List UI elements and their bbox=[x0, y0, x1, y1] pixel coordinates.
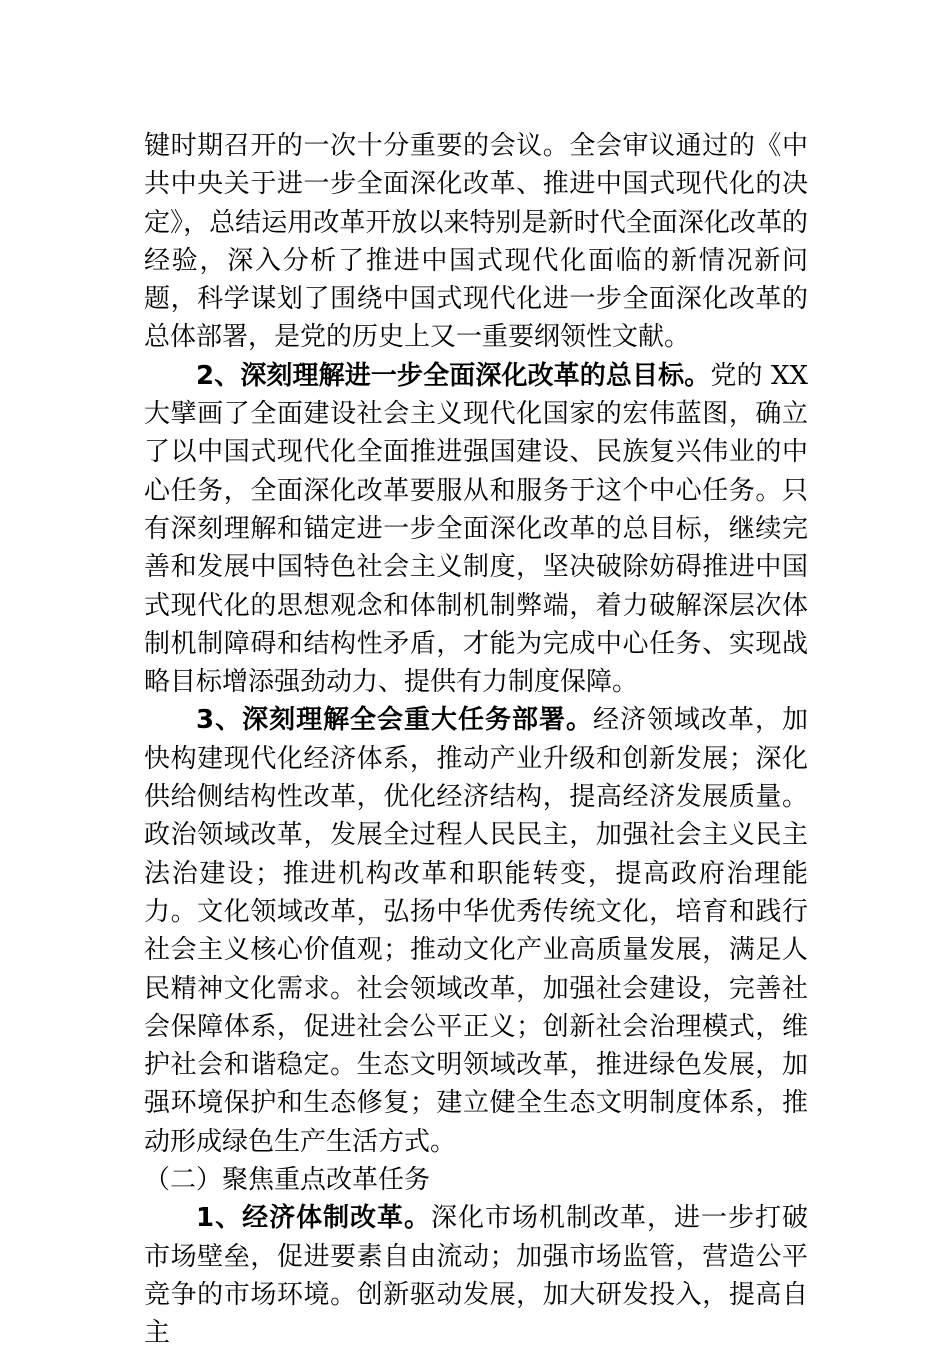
paragraph-heading: 2、深刻理解进一步全面深化改革的总目标。 bbox=[196, 360, 711, 391]
paragraph-text: 键时期召开的一次十分重要的会议。全会审议通过的《中共中央关于进一步全面深化改革、推进中国式现代化的决定》，总结运用改革开放以来特别是新时代全面深化改革的经验，深入分析了推进中国式现代化面临的新情况新问题，科学谋划了围绕中国式现代化进一步全面深化改革的总体部署，是党的历史上又一重要纲领性文献。 bbox=[144, 131, 808, 353]
paragraph-text-prefix: 党的 bbox=[710, 360, 763, 391]
paragraph-text: 大擘画了全面建设社会主义现代化国家的宏伟蓝图，确立了以中国式现代化全面推进强国建设、民族复兴伟业的中心任务，全面深化改革要服从和服务于这个中心任务。只有深刻理解和锚定进一步全面深化改革的总目标，继续完善和发展中国特色社会主义制度，坚决破除妨碍推进中国式现代化的思想观念和体制机制弊端，着力破解深层次体制机制障碍和结构性矛盾，才能为完成中心任务、实现战略目标增添强劲动力、提供有力制度保障。 bbox=[144, 399, 808, 698]
paragraph-economic-reform bbox=[144, 1199, 808, 1352]
section-heading-text: （二）聚焦重点改革任务 bbox=[144, 1165, 431, 1196]
paragraph-continuation bbox=[144, 127, 808, 357]
paragraph-heading: 3、深刻理解全会重大任务部署。 bbox=[196, 705, 594, 736]
paragraph-overall-goal bbox=[144, 357, 808, 702]
paragraph-heading: 1、经济体制改革。 bbox=[196, 1203, 432, 1234]
paragraph-major-tasks bbox=[144, 701, 808, 1161]
section-heading bbox=[144, 1161, 808, 1199]
paragraph-text: 深化市场机制改革，进一步打破市场壁垒，促进要素自由流动；加强市场监管，营造公平竞争的市场环境。创新驱动发展，加大研发投入，提高自主 bbox=[144, 1203, 808, 1349]
document-body bbox=[144, 127, 808, 1353]
paragraph-text: 经济领域改革，加快构建现代化经济体系，推动产业升级和创新发展；深化供给侧结构性改革，优化经济结构，提高经济发展质量。政治领域改革，发展全过程人民民主，加强社会主义民主法治建设；推进机构改革和职能转变，提高政府治理能力。文化领域改革，弘扬中华优秀传统文化，培育和践行社会主义核心价值观；推动文化产业高质量发展，满足人民精神文化需求。社会领域改革，加强社会建设，完善社会保障体系，促进社会公平正义；创新社会治理模式，维护社会和谐稳定。生态文明领域改革，推进绿色发展，加强环境保护和生态修复；建立健全生态文明制度体系，推动形成绿色生产生活方式。 bbox=[144, 705, 808, 1157]
paragraph-text-latin: XX bbox=[762, 360, 808, 391]
